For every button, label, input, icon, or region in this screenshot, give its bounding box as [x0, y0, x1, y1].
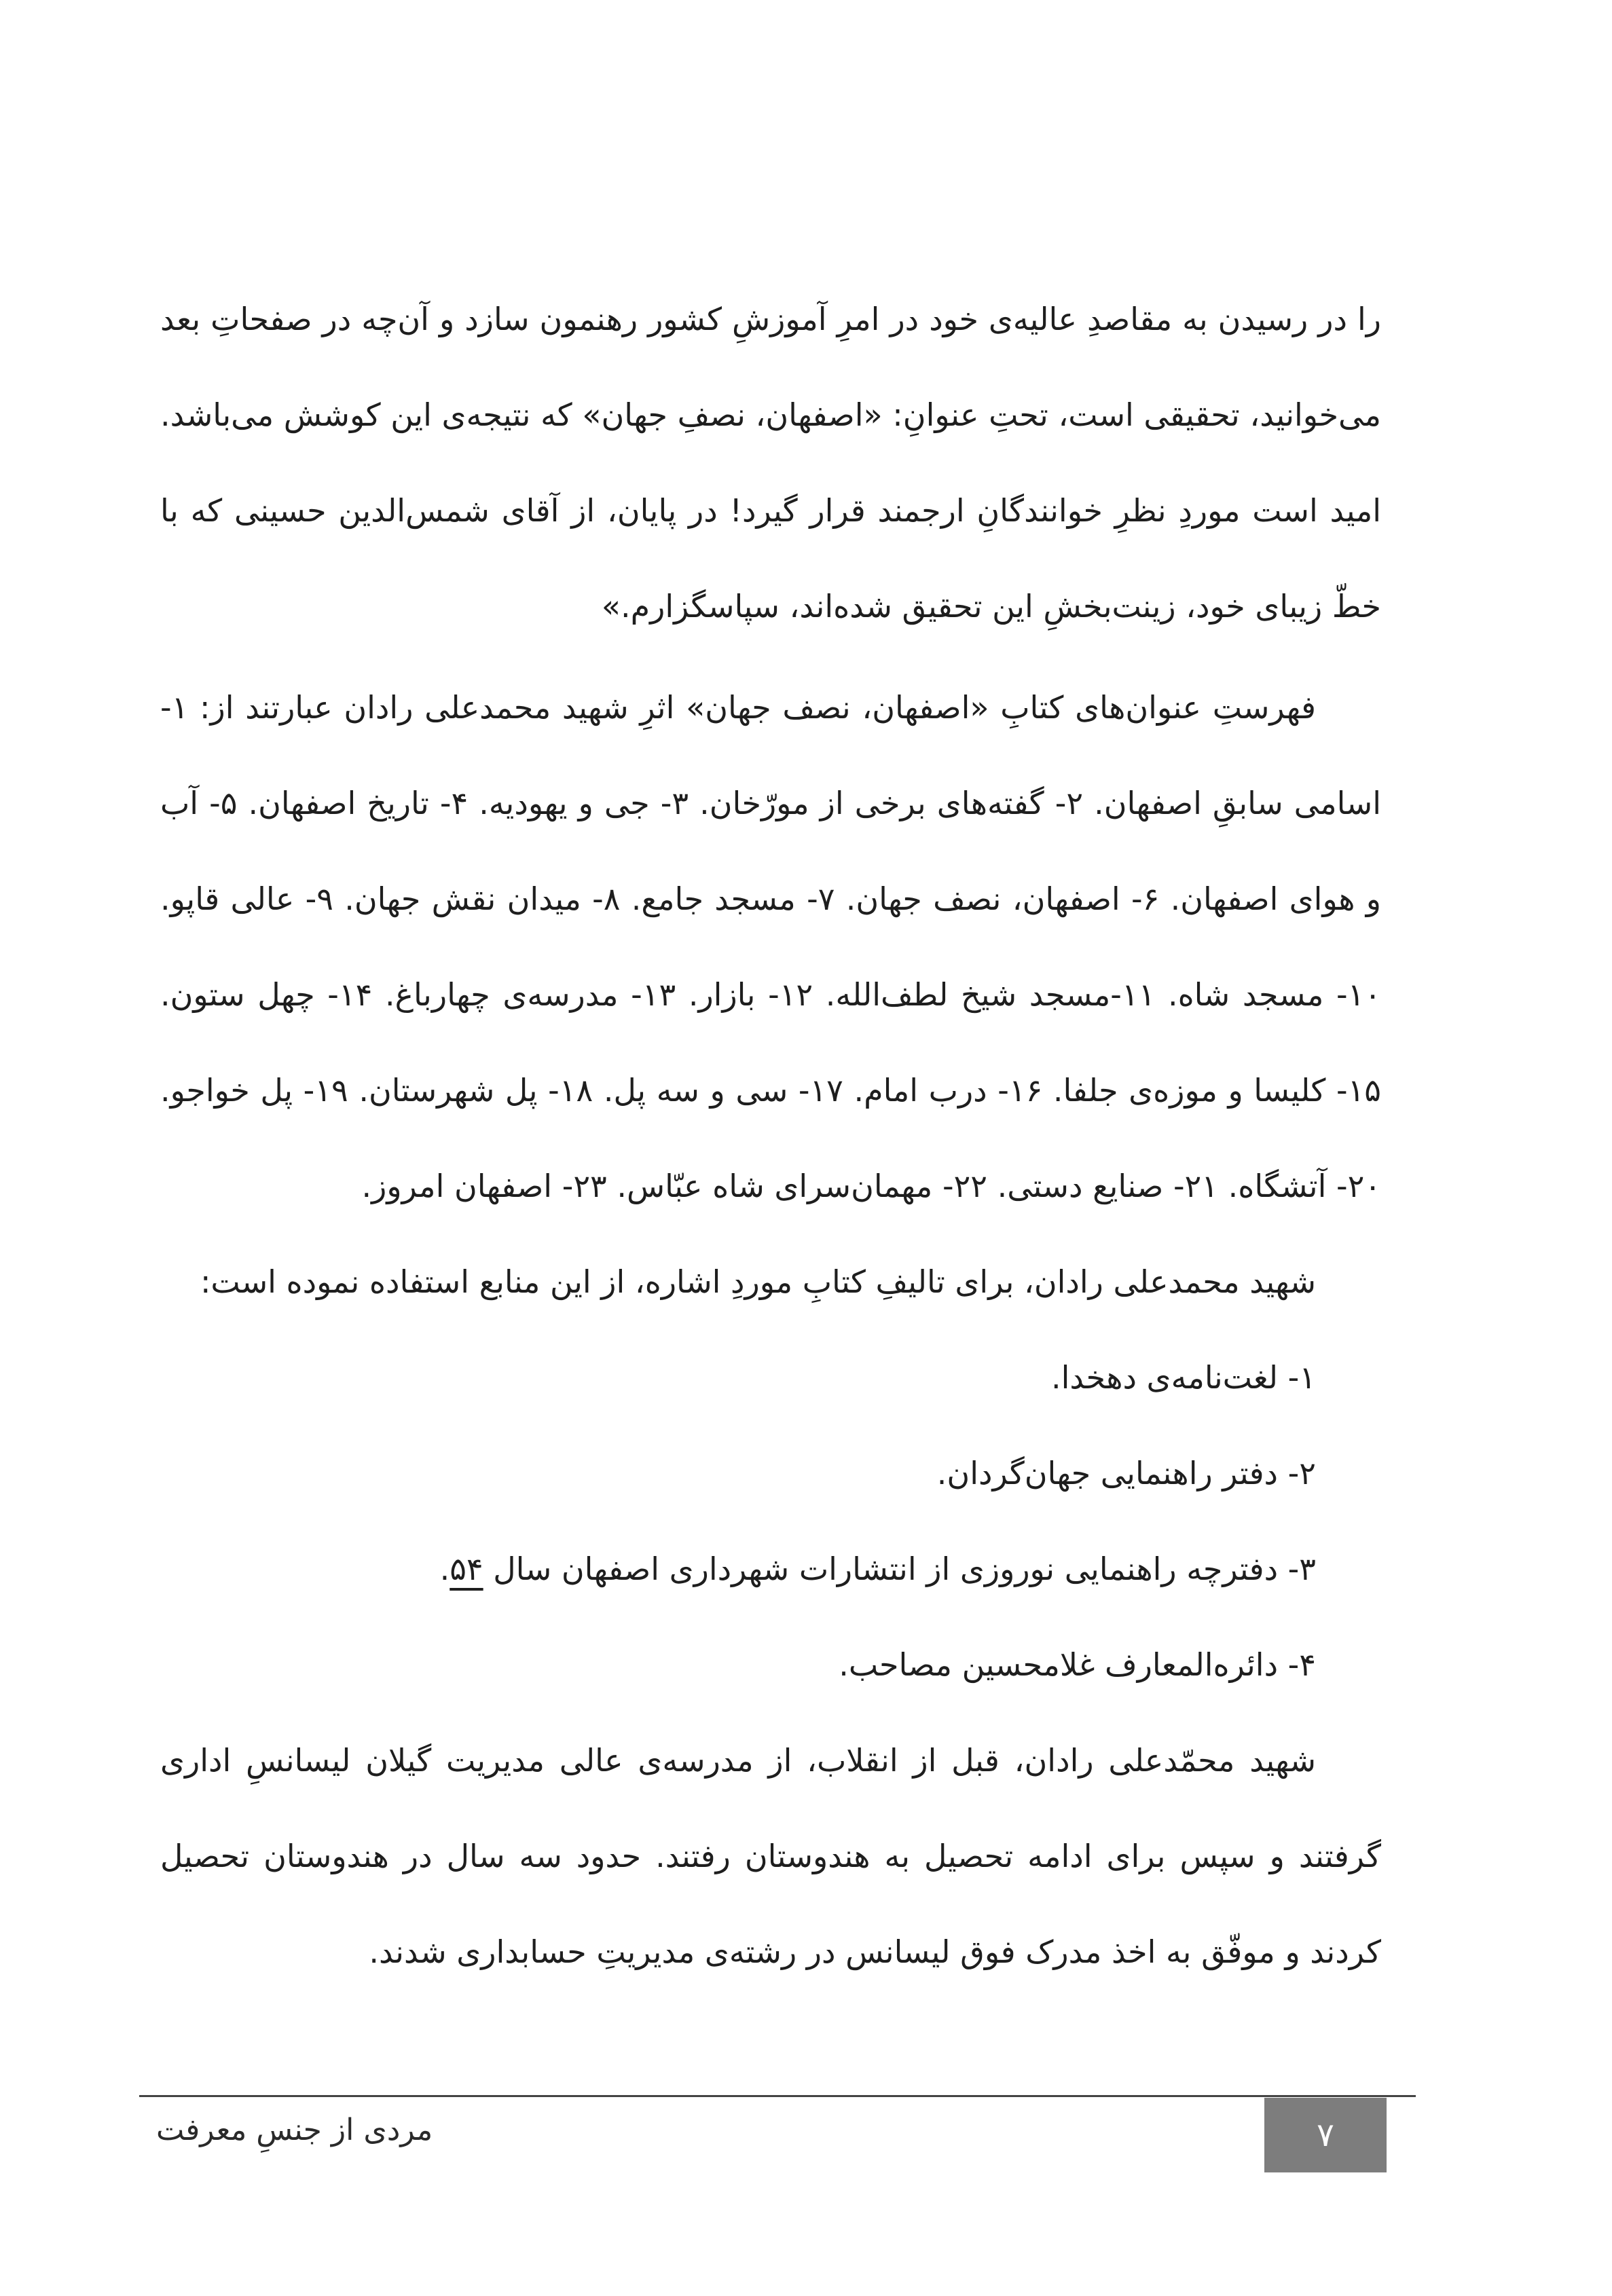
paragraph-intro-ending: را در رسیدن به مقاصدِ عالیه‌ی خود در امرِ آموزشِ کشور رهنمون سازد و آن‌چه در صفحاتِ بعد می‌خوانید، تحقیقی است، تحتِ عنوانِ: «اصفهان، نصفِ جهان» که نتیجه‌ی این کوشش می‌باشد. امید است موردِ نظرِ خوانندگانِ ارجمند قرار گیرد! در پایان، از آقای شمس‌الدین حسینی که با خطّ زیبای خود، زینت‌بخشِ این تحقیق شده‌اند، سپاسگزارم.» — [160, 301, 1381, 625]
paragraph-education: شهید محمّدعلی رادان، قبل از انقلاب، از مدرسه‌ی عالی مدیریت گیلان لیسانسِ اداری گرفتند و سپس برای ادامه تحصیل به هندوستان رفتند. حدود سه سال در هندوستان تحصیل کردند و موفّق به اخذ مدرک فوق لیسانس در رشته‌ی مدیریتِ حسابداری شدند. — [160, 1742, 1381, 1970]
source-item-2: ۲- دفتر راهنمایی جهان‌گردان. — [936, 1455, 1316, 1492]
paragraph-gap — [160, 654, 1381, 660]
paragraph-table-of-contents: فهرستِ عنوان‌های کتابِ «اصفهان، نصف جهان» اثرِ شهید محمدعلی رادان عبارتند از: ۱- اسامی سابقِ اصفهان. ۲- گفته‌های برخی از مورّخان. ۳- جی و یهودیه. ۴- تاریخ اصفهان. ۵- آب و هوای اصفهان. ۶- اصفهان، نصف جهان. ۷- مسجد جامع. ۸- میدان نقش جهان. ۹- عالی قاپو. ۱۰- مسجد شاه. ۱۱-مسجد شیخ لطف‌الله. ۱۲- بازار. ۱۳- مدرسه‌ی چهارباغ. ۱۴- چهل ستون. ۱۵- کلیسا و موزه‌ی جلفا. ۱۶- درب امام. ۱۷- سی و سه پل. ۱۸- پل شهرستان. ۱۹- پل خواجو. ۲۰- آتشگاه. ۲۱- صنایع دستی. ۲۲- مهمان‌سرای شاه عبّاس. ۲۳- اصفهان امروز. — [160, 689, 1382, 1204]
source-item-1: ۱- لغت‌نامه‌ی دهخدا. — [1050, 1359, 1316, 1396]
sources-list — [160, 1330, 1381, 1713]
source-item-3-year: ۵۴ — [450, 1551, 483, 1587]
source-item-3-text: ۳- دفترچه راهنمایی نوروزی از انتشارات شهرداری اصفهان سال — [483, 1551, 1316, 1587]
footer-book-title: مردی از جنسِ معرفت — [156, 2113, 433, 2147]
source-item-3 — [160, 1521, 1381, 1617]
paragraph-sources-intro: شهید محمدعلی رادان، برای تالیفِ کتابِ موردِ اشاره، از این منابع استفاده نموده است: — [200, 1263, 1316, 1300]
page-body — [160, 272, 1381, 2000]
footer-divider — [139, 2095, 1416, 2097]
source-item-3-end: . — [439, 1551, 450, 1587]
page-number: ۷ — [1264, 2098, 1387, 2172]
source-item-4: ۴- دائره‌المعارف غلامحسین مصاحب. — [839, 1646, 1316, 1683]
